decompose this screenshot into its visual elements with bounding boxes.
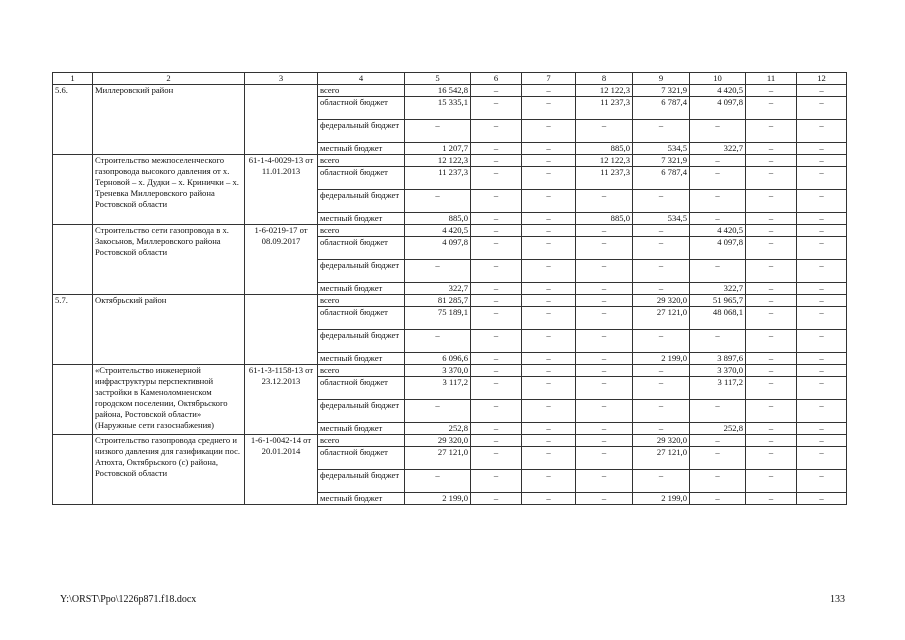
funding-source: областной бюджет [318, 237, 405, 260]
funding-source: всего [318, 365, 405, 377]
value-cell: 4 097,8 [690, 97, 746, 120]
value-cell: – [405, 190, 471, 213]
value-cell: – [471, 377, 522, 400]
value-cell: – [633, 120, 690, 143]
value-cell: – [522, 307, 576, 330]
value-cell: – [746, 400, 797, 423]
value-cell: – [746, 365, 797, 377]
funding-source: федеральный бюджет [318, 190, 405, 213]
object-name: Миллеровский район [93, 85, 245, 155]
object-code: 61-1-4-0029-13 от 11.01.2013 [245, 155, 318, 225]
value-cell: 81 285,7 [405, 295, 471, 307]
value-cell: – [797, 295, 847, 307]
value-cell: – [522, 353, 576, 365]
value-cell: – [576, 365, 633, 377]
value-cell: – [471, 167, 522, 190]
value-cell: – [746, 85, 797, 97]
value-cell: 6 096,6 [405, 353, 471, 365]
value-cell: – [522, 167, 576, 190]
value-cell: 11 237,3 [576, 167, 633, 190]
value-cell: – [522, 295, 576, 307]
value-cell: – [405, 260, 471, 283]
value-cell: 4 420,5 [690, 85, 746, 97]
funding-source: областной бюджет [318, 307, 405, 330]
value-cell: – [797, 155, 847, 167]
value-cell: – [690, 167, 746, 190]
value-cell: – [405, 400, 471, 423]
value-cell: – [797, 225, 847, 237]
value-cell: – [522, 213, 576, 225]
table-row [53, 155, 847, 167]
value-cell: 885,0 [576, 143, 633, 155]
value-cell: – [797, 120, 847, 143]
value-cell: – [797, 167, 847, 190]
value-cell: – [471, 85, 522, 97]
value-cell: – [576, 307, 633, 330]
funding-source: областной бюджет [318, 377, 405, 400]
value-cell: – [746, 470, 797, 493]
value-cell: – [576, 423, 633, 435]
value-cell: 2 199,0 [633, 353, 690, 365]
value-cell: – [797, 377, 847, 400]
object-code: 1-6-0219-17 от 08.09.2017 [245, 225, 318, 295]
value-cell: – [471, 120, 522, 143]
value-cell: – [471, 155, 522, 167]
table-row [53, 435, 847, 447]
value-cell: 3 117,2 [690, 377, 746, 400]
table-body [53, 85, 847, 505]
value-cell: – [471, 190, 522, 213]
column-header: 5 [405, 73, 471, 85]
value-cell: 2 199,0 [633, 493, 690, 505]
value-cell: – [746, 97, 797, 120]
object-code: 1-6-1-0042-14 от 20.01.2014 [245, 435, 318, 505]
value-cell: – [522, 237, 576, 260]
value-cell: – [522, 423, 576, 435]
row-number [53, 365, 93, 435]
value-cell: – [522, 400, 576, 423]
value-cell: – [471, 143, 522, 155]
funding-source: всего [318, 435, 405, 447]
table-header [53, 73, 847, 85]
value-cell: – [797, 365, 847, 377]
value-cell: – [471, 423, 522, 435]
table-row [53, 365, 847, 377]
value-cell: – [576, 260, 633, 283]
value-cell: – [576, 353, 633, 365]
value-cell: 16 542,8 [405, 85, 471, 97]
value-cell: 4 097,8 [405, 237, 471, 260]
value-cell: – [522, 225, 576, 237]
value-cell: – [797, 307, 847, 330]
column-header: 3 [245, 73, 318, 85]
value-cell: 6 787,4 [633, 167, 690, 190]
value-cell: – [522, 260, 576, 283]
value-cell: – [522, 190, 576, 213]
value-cell: – [471, 260, 522, 283]
value-cell: 3 370,0 [405, 365, 471, 377]
value-cell: 11 237,3 [405, 167, 471, 190]
value-cell: – [576, 447, 633, 470]
value-cell: – [471, 295, 522, 307]
value-cell: – [522, 143, 576, 155]
value-cell: – [797, 435, 847, 447]
value-cell: – [522, 435, 576, 447]
value-cell: 7 321,9 [633, 155, 690, 167]
value-cell: – [633, 365, 690, 377]
value-cell: – [471, 213, 522, 225]
value-cell: – [633, 260, 690, 283]
value-cell: 3 370,0 [690, 365, 746, 377]
value-cell: – [633, 190, 690, 213]
column-header: 2 [93, 73, 245, 85]
value-cell: 12 122,3 [576, 155, 633, 167]
value-cell: – [746, 283, 797, 295]
funding-source: местный бюджет [318, 353, 405, 365]
funding-source: всего [318, 155, 405, 167]
value-cell: – [633, 283, 690, 295]
value-cell: – [633, 423, 690, 435]
value-cell: 27 121,0 [405, 447, 471, 470]
value-cell: – [746, 120, 797, 143]
value-cell: – [471, 237, 522, 260]
header-row [53, 73, 847, 85]
funding-source: федеральный бюджет [318, 470, 405, 493]
row-number [53, 225, 93, 295]
column-header: 10 [690, 73, 746, 85]
value-cell: – [746, 260, 797, 283]
value-cell: 27 121,0 [633, 307, 690, 330]
value-cell: – [471, 493, 522, 505]
value-cell: – [471, 330, 522, 353]
value-cell: 322,7 [690, 283, 746, 295]
value-cell: – [576, 190, 633, 213]
value-cell: – [797, 353, 847, 365]
value-cell: – [746, 143, 797, 155]
value-cell: – [405, 330, 471, 353]
value-cell: – [797, 400, 847, 423]
funding-source: всего [318, 295, 405, 307]
value-cell: – [746, 237, 797, 260]
value-cell: – [576, 295, 633, 307]
value-cell: – [471, 447, 522, 470]
value-cell: – [797, 143, 847, 155]
value-cell: – [471, 365, 522, 377]
value-cell: 322,7 [405, 283, 471, 295]
value-cell: – [522, 97, 576, 120]
value-cell: 1 207,7 [405, 143, 471, 155]
value-cell: 29 320,0 [405, 435, 471, 447]
value-cell: 2 199,0 [405, 493, 471, 505]
value-cell: – [797, 283, 847, 295]
value-cell: – [797, 330, 847, 353]
value-cell: – [471, 307, 522, 330]
table-row [53, 225, 847, 237]
value-cell: – [522, 283, 576, 295]
value-cell: 15 335,1 [405, 97, 471, 120]
value-cell: – [690, 213, 746, 225]
value-cell: – [746, 167, 797, 190]
value-cell: – [746, 330, 797, 353]
value-cell: – [576, 283, 633, 295]
value-cell: – [746, 225, 797, 237]
value-cell: – [690, 190, 746, 213]
object-name: Строительство межпоселенческого газопровода высокого давления от х. Терновой – х. Дудки – х. Кринички – х. Треневка Миллеровского района Ростовской области [93, 155, 245, 225]
value-cell: – [797, 237, 847, 260]
value-cell: 51 965,7 [690, 295, 746, 307]
funding-source: федеральный бюджет [318, 120, 405, 143]
value-cell: – [797, 260, 847, 283]
value-cell: 6 787,4 [633, 97, 690, 120]
column-header: 12 [797, 73, 847, 85]
value-cell: – [633, 400, 690, 423]
value-cell: 252,8 [405, 423, 471, 435]
value-cell: – [576, 470, 633, 493]
value-cell: 12 122,3 [576, 85, 633, 97]
value-cell: – [797, 470, 847, 493]
object-name: Октябрьский район [93, 295, 245, 365]
value-cell: – [690, 330, 746, 353]
table-row [53, 85, 847, 97]
value-cell: – [746, 190, 797, 213]
value-cell: – [522, 493, 576, 505]
value-cell: – [746, 213, 797, 225]
budget-table [52, 72, 847, 505]
value-cell: – [746, 377, 797, 400]
value-cell: – [405, 470, 471, 493]
funding-source: местный бюджет [318, 283, 405, 295]
value-cell: – [633, 377, 690, 400]
value-cell: 4 420,5 [405, 225, 471, 237]
value-cell: – [576, 120, 633, 143]
row-number: 5.7. [53, 295, 93, 365]
value-cell: – [576, 400, 633, 423]
footer-file-path: Y:\ORST\Ppo\1226p871.f18.docx [60, 594, 197, 605]
value-cell: – [471, 470, 522, 493]
column-header: 4 [318, 73, 405, 85]
value-cell: – [746, 493, 797, 505]
funding-source: областной бюджет [318, 97, 405, 120]
object-code [245, 295, 318, 365]
value-cell: – [522, 155, 576, 167]
value-cell: – [746, 435, 797, 447]
value-cell: – [797, 85, 847, 97]
column-header: 1 [53, 73, 93, 85]
value-cell: 27 121,0 [633, 447, 690, 470]
object-code [245, 85, 318, 155]
value-cell: 12 122,3 [405, 155, 471, 167]
value-cell: 29 320,0 [633, 435, 690, 447]
column-header: 11 [746, 73, 797, 85]
value-cell: – [576, 330, 633, 353]
value-cell: – [690, 493, 746, 505]
value-cell: – [690, 435, 746, 447]
value-cell: 3 897,6 [690, 353, 746, 365]
object-code: 61-1-3-1158-13 от 23.12.2013 [245, 365, 318, 435]
value-cell: – [690, 155, 746, 167]
value-cell: 29 320,0 [633, 295, 690, 307]
value-cell: – [690, 260, 746, 283]
value-cell: – [522, 120, 576, 143]
value-cell: – [633, 330, 690, 353]
value-cell: 48 068,1 [690, 307, 746, 330]
value-cell: – [522, 365, 576, 377]
value-cell: – [471, 435, 522, 447]
value-cell: – [633, 237, 690, 260]
value-cell: – [633, 470, 690, 493]
value-cell: – [471, 97, 522, 120]
value-cell: 534,5 [633, 143, 690, 155]
funding-source: областной бюджет [318, 447, 405, 470]
value-cell: – [522, 470, 576, 493]
value-cell: – [690, 470, 746, 493]
footer-page-number: 133 [830, 594, 845, 605]
value-cell: 4 097,8 [690, 237, 746, 260]
funding-source: федеральный бюджет [318, 400, 405, 423]
value-cell: – [797, 213, 847, 225]
value-cell: 11 237,3 [576, 97, 633, 120]
value-cell: 322,7 [690, 143, 746, 155]
value-cell: – [690, 120, 746, 143]
object-name: Строительство газопровода среднего и низкого давления для газификации пос. Атюхта, Октябрьского (с) района, Ростовской области [93, 435, 245, 505]
value-cell: – [522, 447, 576, 470]
value-cell: – [746, 353, 797, 365]
value-cell: – [576, 493, 633, 505]
value-cell: – [797, 423, 847, 435]
value-cell: – [471, 283, 522, 295]
value-cell: – [576, 237, 633, 260]
object-name: Строительство сети газопровода в х. Закосьнов, Миллеровского района Ростовской области [93, 225, 245, 295]
column-header: 7 [522, 73, 576, 85]
value-cell: – [576, 435, 633, 447]
funding-source: федеральный бюджет [318, 260, 405, 283]
value-cell: – [797, 447, 847, 470]
funding-source: областной бюджет [318, 167, 405, 190]
value-cell: – [746, 307, 797, 330]
value-cell: 252,8 [690, 423, 746, 435]
value-cell: – [522, 85, 576, 97]
value-cell: 4 420,5 [690, 225, 746, 237]
value-cell: – [471, 353, 522, 365]
column-header: 6 [471, 73, 522, 85]
row-number [53, 155, 93, 225]
value-cell: – [746, 295, 797, 307]
value-cell: 75 189,1 [405, 307, 471, 330]
funding-source: местный бюджет [318, 493, 405, 505]
value-cell: – [690, 400, 746, 423]
column-header: 9 [633, 73, 690, 85]
value-cell: – [471, 225, 522, 237]
value-cell: 534,5 [633, 213, 690, 225]
funding-source: федеральный бюджет [318, 330, 405, 353]
funding-source: всего [318, 225, 405, 237]
funding-source: местный бюджет [318, 423, 405, 435]
object-name: «Строительство инженерной инфраструктуры перспективной застройки в Каменоломненском городском поселении, Октябрьского района, Ростовской области» (Наружные сети газоснабжения) [93, 365, 245, 435]
row-number [53, 435, 93, 505]
value-cell: – [471, 400, 522, 423]
row-number: 5.6. [53, 85, 93, 155]
funding-source: местный бюджет [318, 213, 405, 225]
value-cell: – [690, 447, 746, 470]
value-cell: – [576, 377, 633, 400]
funding-source: местный бюджет [318, 143, 405, 155]
value-cell: – [522, 377, 576, 400]
value-cell: 885,0 [576, 213, 633, 225]
value-cell: – [522, 330, 576, 353]
value-cell: – [633, 225, 690, 237]
value-cell: – [797, 97, 847, 120]
value-cell: – [746, 155, 797, 167]
funding-source: всего [318, 85, 405, 97]
value-cell: – [797, 190, 847, 213]
value-cell: 7 321,9 [633, 85, 690, 97]
value-cell: – [576, 225, 633, 237]
value-cell: – [746, 423, 797, 435]
value-cell: – [797, 493, 847, 505]
value-cell: – [746, 447, 797, 470]
table-row [53, 295, 847, 307]
value-cell: 3 117,2 [405, 377, 471, 400]
value-cell: 885,0 [405, 213, 471, 225]
value-cell: – [405, 120, 471, 143]
column-header: 8 [576, 73, 633, 85]
